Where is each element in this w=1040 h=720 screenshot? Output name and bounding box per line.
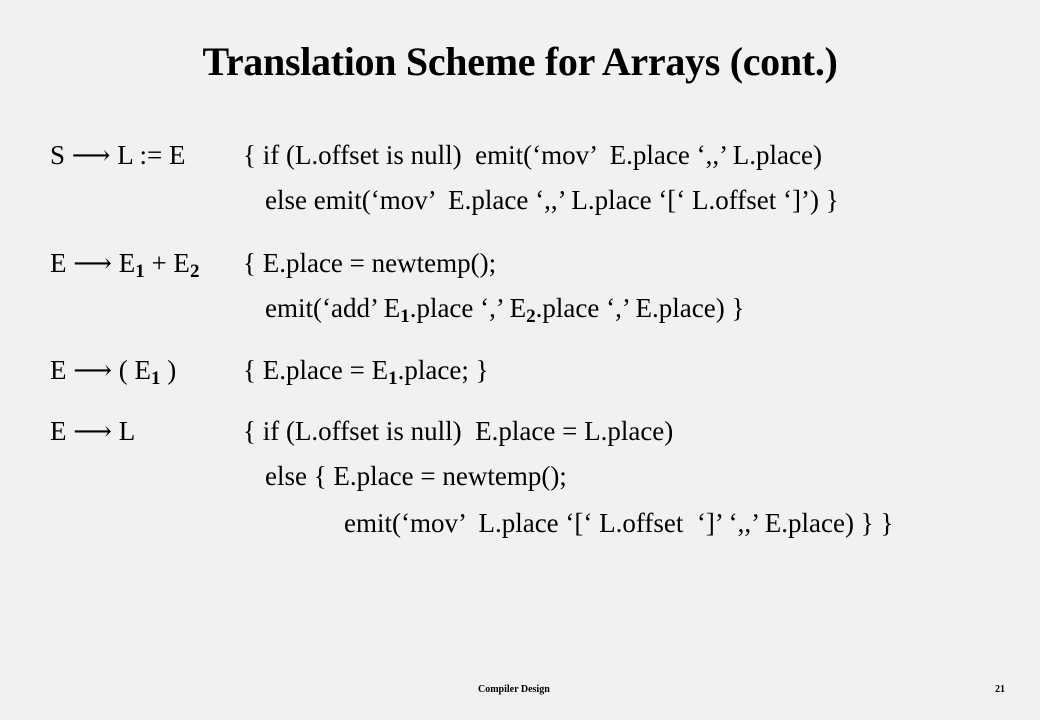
- footer-course-name: Compiler Design: [478, 684, 550, 695]
- rule-2-lhs-text-a: E ⟶ E: [50, 248, 136, 278]
- rule-3-action-subscript: 1: [388, 368, 398, 389]
- slide-title: Translation Scheme for Arrays (cont.): [202, 39, 838, 84]
- rule-2-action-line-1: { E.place = newtemp();: [243, 248, 497, 278]
- footer-page-number: 21: [995, 684, 1005, 695]
- rule-3-action-text-a: { E.place = E: [243, 355, 389, 385]
- rule-2-lhs-subscript-2: 2: [189, 261, 200, 282]
- rule-4-action-line-3: emit(‘mov’ L.place ‘[‘ L.offset ‘]’ ‘,,’ E.place) } }: [344, 508, 894, 538]
- rule-2-action-text-a: emit(‘add’ E: [265, 293, 401, 323]
- rule-3-lhs-text-a: E ⟶ ( E: [50, 355, 151, 385]
- rule-2-lhs-text-b: + E: [144, 248, 190, 278]
- rule-2-action-text-b: .place ‘,’ E: [409, 293, 527, 323]
- rule-3-production: [50, 354, 177, 389]
- rule-2-action-line-2: [265, 292, 745, 327]
- rule-3-action-line-1: [243, 354, 489, 389]
- rule-3-lhs-subscript: 1: [150, 368, 161, 389]
- rule-4-action-line-2: else { E.place = newtemp();: [265, 461, 567, 491]
- rule-2-production: [50, 247, 200, 282]
- rule-2-action-subscript-2: 2: [526, 306, 536, 327]
- rule-3-action-text-b: .place; }: [397, 355, 489, 385]
- rule-1-production: S ⟶ L := E: [50, 140, 186, 170]
- rule-4-production: E ⟶ L: [50, 416, 136, 446]
- rule-2-action-text-c: .place ‘,’ E.place) }: [535, 293, 745, 323]
- rule-4-action-line-1: { if (L.offset is null) E.place = L.place): [243, 416, 674, 446]
- rule-3-lhs-text-b: ): [160, 355, 177, 385]
- rule-1-action-line-2: else emit(‘mov’ E.place ‘,,’ L.place ‘[‘ L.offset ‘]’) }: [265, 185, 839, 215]
- rule-2-lhs-subscript-1: 1: [135, 261, 145, 282]
- rule-2-action-subscript-1: 1: [400, 306, 410, 327]
- rule-1-action-line-1: { if (L.offset is null) emit(‘mov’ E.place ‘,,’ L.place): [243, 140, 822, 170]
